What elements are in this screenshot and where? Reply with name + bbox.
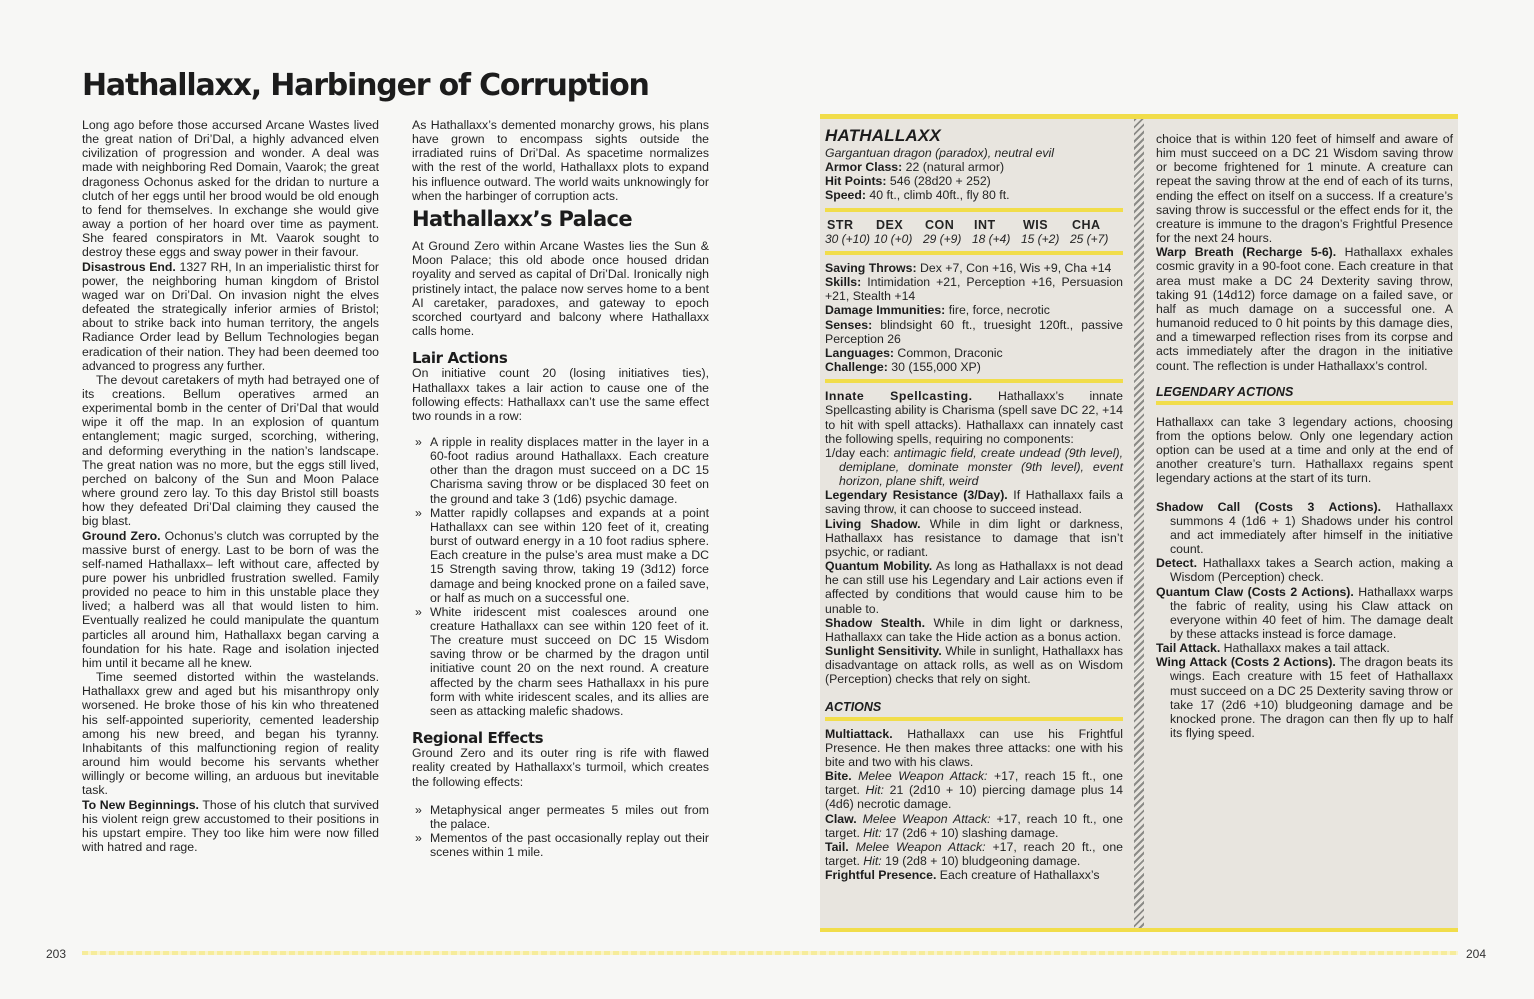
ability-scores xyxy=(825,218,1123,246)
stat-block-bottom-bar xyxy=(820,928,1458,932)
trait: Shadow Stealth. While in dim light or darkness, Hathallaxx can take the Hide action as a bonus action. xyxy=(825,615,1123,644)
skills: Skills: Intimidation +21, Perception +16, Persuasion +21, Stealth +14 xyxy=(825,275,1123,304)
legendary-action: Shadow Call (Costs 3 Actions). Hathallaxx summons 4 (1d6 + 1) Shadows under his control and act immediately after himself in the initiative count. xyxy=(1156,499,1453,557)
saving-throws: Saving Throws: Dex +7, Con +16, Wis +9, Cha +14 xyxy=(825,260,1112,275)
ability-wis: WIS 15 (+2) xyxy=(1021,217,1060,246)
trait: Quantum Mobility. As long as Hathallaxx is not dead he can still use his Legendary and Lair actions even if affected by conditions that would cause him to be unable to. xyxy=(825,559,1123,616)
stat-block-column-left xyxy=(825,126,1123,882)
action-frightful-presence: Frightful Presence. Each creature of Hathallaxx’s xyxy=(825,868,1100,883)
page-title: Hathallaxx, Harbinger of Corruption xyxy=(82,68,649,103)
hit-points: Hit Points: 546 (28d20 + 252) xyxy=(825,174,991,189)
legendary-intro: Hathallaxx can take 3 legendary actions, choosing from the options below. Only one legendary action option can be used at a time and only at the end of another creature’s turn. Hathallaxx regains spent legendary actions at the start of its turn. xyxy=(1156,414,1453,486)
lair-actions-list xyxy=(412,435,709,718)
regional-effects-list xyxy=(412,803,709,860)
subsection-heading: Regional Effects xyxy=(412,729,544,748)
legendary-action: Detect. Hathallaxx takes a Search action, making a Wisdom (Perception) check. xyxy=(1156,556,1453,585)
lore-paragraph: At Ground Zero within Arcane Wastes lies the Sun & Moon Palace; this old abode once housed dridan royality and served as capital of Dri’Dal. Ironically nigh pristinely intact, the palace now serves home to a bent AI caretaker, paradoxes, and gateway to epoch scorched courtyard and balcony where Hathallaxx calls home. xyxy=(412,239,709,339)
run-in-heading: Ground Zero. xyxy=(82,528,161,543)
lore-paragraph: Time seemed distorted within the wastelands. Hathallaxx grew and aged but his misanthropy only worsened. He broke those of his kin who threatened his self-appointed superiority, cemented leadership among his new breed, and began his tyranny. Inhabitants of this malfunctioning region of reality around him would become his servants whether willingly or become willing, an arduous but inevitable task. xyxy=(82,670,379,798)
list-item: » Mementos of the past occasionally replay out their scenes within 1 mile. xyxy=(415,831,709,860)
frightful-presence-continued: choice that is within 120 feet of himself and aware of him must succeed on a DC 21 Wisdom saving throw or become frightened for 1 minute. A creature can repeat the saving throw at the end of each of its turns, ending the effect on itself on a success. If a creature’s saving throw is successful or the effect ends for it, the creature is immune to the dragon’s Frightful Presence for the next 24 hours. xyxy=(1156,132,1453,246)
lore-paragraph: As Hathallaxx’s demented monarchy grows, his plans have grown to encompass sights outside the irradiated ruins of Dri’Dal. As spacetime normalizes with the rest of the world, Hathallaxx plots to expand his influence outward. The world waits unknowingly for when the harbinger of corruption acts. xyxy=(412,118,709,203)
monster-name: HATHALLAXX xyxy=(825,126,941,145)
run-in-heading: To New Beginnings. xyxy=(82,797,199,812)
spell-list: 1/day each: antimagic field, create undead (9th level), demiplane, dominate monster (9th level), event horizon, plane shift, weird xyxy=(825,445,1124,489)
ability-str: STR 30 (+10) xyxy=(825,217,871,246)
lore-paragraph: To New Beginnings. Those of his clutch that survived his violent reign grew accustomed to their positions in his upstart empire. They too like him were now filled with hatred and rage. xyxy=(82,797,379,854)
stat-block-column-right xyxy=(1156,132,1453,740)
languages: Languages: Common, Draconic xyxy=(825,345,1003,360)
list-item: » Metaphysical anger permeates 5 miles out from the palace. xyxy=(415,802,709,831)
speed: Speed: 40 ft., climb 40ft., fly 80 ft. xyxy=(825,188,1010,203)
challenge: Challenge: 30 (155,000 XP) xyxy=(825,360,981,375)
trait-innate-spellcasting: Innate Spellcasting. Hathallaxx’s innate Spellcasting ability is Charisma (spell save DC 22, +14 to hit with spell attacks). Hathallaxx can innately cast the following spells, requiring no components: xyxy=(825,389,1123,446)
legendary-actions-heading: LEGENDARY ACTIONS xyxy=(1156,385,1453,405)
ability-cha: CHA 25 (+7) xyxy=(1070,217,1109,246)
legendary-action: Tail Attack. Hathallaxx makes a tail attack. xyxy=(1156,641,1390,656)
stat-block-divider xyxy=(1134,119,1144,928)
footer-rule xyxy=(82,951,1458,955)
page-number-right: 204 xyxy=(1466,947,1487,961)
list-item: » A ripple in reality displaces matter in the layer in a 60-foot radius around Hathallaxx. Each creature other than the dragon must succeed on a DC 15 Charisma saving throw or be displaced 30 feet on the ground and take 3 (1d6) psychic damage. xyxy=(415,434,709,506)
lore-paragraph: Disastrous End. 1327 RH, In an imperialistic thirst for power, the neighboring human kingdom of Bristol waged war on Dri’Dal. On invasion night the elves defeated the strategically inferior armies of Bristol; about to strike back into human territory, the angels Radiance Order lead by Bellum Technologies began eradication of their nation. They had been deemed too advanced to progress any further. xyxy=(82,259,379,373)
lore-paragraph: On initiative count 20 (losing initiatives ties), Hathallaxx takes a lair action to cause one of the following effects: Hathallaxx can’t use the same effect two rounds in a row: xyxy=(412,366,709,423)
list-item: » Matter rapidly collapses and expands at a point Hathallaxx can see within 120 feet of it, creating burst of outward energy in a 10 foot radius sphere. Each creature in the pulse’s area must make a DC 15 Strength saving throw, taking 19 (3d12) force damage and being knocked prone on a failed save, or half as much on a successful one. xyxy=(415,505,709,605)
subsection-heading: Lair Actions xyxy=(412,349,508,368)
senses: Senses: blindsight 60 ft., truesight 120ft., passive Perception 26 xyxy=(825,317,1123,346)
action-attack: Claw. Melee Weapon Attack: +17, reach 10 ft., one target. Hit: 17 (2d6 + 10) slashing damage. xyxy=(825,811,1124,840)
action-attack: Bite. Melee Weapon Attack: +17, reach 15 ft., one target. Hit: 21 (2d10 + 10) piercing damage plus 14 (4d6) necrotic damage. xyxy=(825,769,1123,812)
lore-column-2 xyxy=(412,118,709,859)
monster-type: Gargantuan dragon (paradox), neutral evil xyxy=(825,146,1054,160)
divider xyxy=(825,208,1123,212)
lore-paragraph: Long ago before those accursed Arcane Wastes lived the great nation of Dri’Dal, a highly advanced elven civilization of progression and wonder. A deal was made with neighboring Red Domain, Vaarok; the great dragoness Ochonus asked for the dridan to nurture a clutch of her eggs until her brood would be old enough to fend for themselves. In exchange she would give away a portion of her hoard over time as payment. She feared conspirators in Mt. Vaarok sought to destroy these eggs and sway power in their favour. xyxy=(82,118,379,260)
action-multiattack: Multiattack. Hathallaxx can use his Frightful Presence. He then makes three attacks: one with his bite and two with his claws. xyxy=(825,726,1123,769)
lore-paragraph: The devout caretakers of myth had betrayed one of its creations. Bellum operatives armed an experimental bomb in the center of Dri’Dal that would wipe it off the map. In an explosion of quantum entanglement; magic surged, scorching, withering, and deforming everything in the nation’s landscape. The great nation was no more, but the eggs still lived, perched on balcony of the Sun and Moon Palace where ground zero lay. To this day Bristol still boasts how they defeated Dri’Dal claiming they caused the big blast. xyxy=(82,372,379,529)
armor-class: Armor Class: 22 (natural armor) xyxy=(825,160,1005,175)
ability-con: CON 29 (+9) xyxy=(923,217,962,246)
page-number-left: 203 xyxy=(46,947,67,961)
actions-heading: ACTIONS xyxy=(825,700,1123,720)
lore-paragraph: Ground Zero. Ochonus’s clutch was corrupted by the massive burst of energy. Last to be born of was the self-named Hathallaxx– left without care, affected by pure power his unbridled frustration swelled. Family provided no peace to him in this unstable place they lived; a halberd was all that would listen to him. Eventually realized he could manipulate the quantum particles all around him, Hathallaxx began carving a foundation for his hate. Rage and isolation injected him until it became all he knew. xyxy=(82,528,379,670)
damage-immunities: Damage Immunities: fire, force, necrotic xyxy=(825,303,1050,318)
action-warp-breath: Warp Breath (Recharge 5-6). Hathallaxx exhales cosmic gravity in a 90-foot cone. Each creature in that area must make a DC 24 Dexterity saving throw, taking 91 (14d12) force damage on a failed save, or half as much damage on a successful one. A humanoid reduced to 0 hit points by this damage dies, and a timewarped reflection rises from its corpse and acts immediately after the dragon in the initiative count. The reflection is under Hathallaxx’s control. xyxy=(1156,245,1453,373)
trait: Legendary Resistance (3/Day). If Hathallaxx fails a saving throw, it can choose to succeed instead. xyxy=(825,488,1123,517)
ability-dex: DEX 10 (+0) xyxy=(874,217,913,246)
trait: Sunlight Sensitivity. While in sunlight, Hathallaxx has disadvantage on attack rolls, as well as on Wisdom (Perception) checks that rely on sight. xyxy=(825,644,1123,687)
list-item: » White iridescent mist coalesces around one creature Hathallaxx can see within 120 feet of it. The creature must succeed on DC 15 Wisdom saving throw or be charmed by the dragon until initiative count 20 on the next round. A creature affected by the charm sees Hathallaxx in his pure form with white iridescent scales, and its allies are seen as attacking malefic shadows. xyxy=(415,604,709,718)
run-in-heading: Disastrous End. xyxy=(82,259,176,274)
divider xyxy=(825,251,1123,255)
section-heading: Hathallaxx’s Palace xyxy=(412,206,633,231)
divider xyxy=(825,379,1123,383)
lore-column-1 xyxy=(82,118,379,854)
stat-block xyxy=(820,114,1458,932)
legendary-action: Quantum Claw (Costs 2 Actions). Hathallaxx warps the fabric of reality, using his Claw attack on everyone within 40 feet of him. The damage dealt by these attacks instead is force damage. xyxy=(1156,584,1453,641)
ability-int: INT 18 (+4) xyxy=(972,217,1011,246)
lore-paragraph: Ground Zero and its outer ring is rife with flawed reality created by Hathallaxx’s turmoil, which creates the following effects: xyxy=(412,746,709,789)
legendary-action: Wing Attack (Costs 2 Actions). The dragon beats its wings. Each creature with 15 feet of Hathallaxx must succeed on a DC 25 Dexterity saving throw or take 17 (2d6 +10) bludgeoning damage and be knocked prone. The dragon can then fly up to half its flying speed. xyxy=(1156,655,1453,741)
action-attack: Tail. Melee Weapon Attack: +17, reach 20 ft., one target. Hit: 19 (2d8 + 10) bludgeoning damage. xyxy=(825,839,1123,869)
trait: Living Shadow. While in dim light or darkness, Hathallaxx has resistance to damage that isn’t psychic, or radiant. xyxy=(825,516,1123,559)
